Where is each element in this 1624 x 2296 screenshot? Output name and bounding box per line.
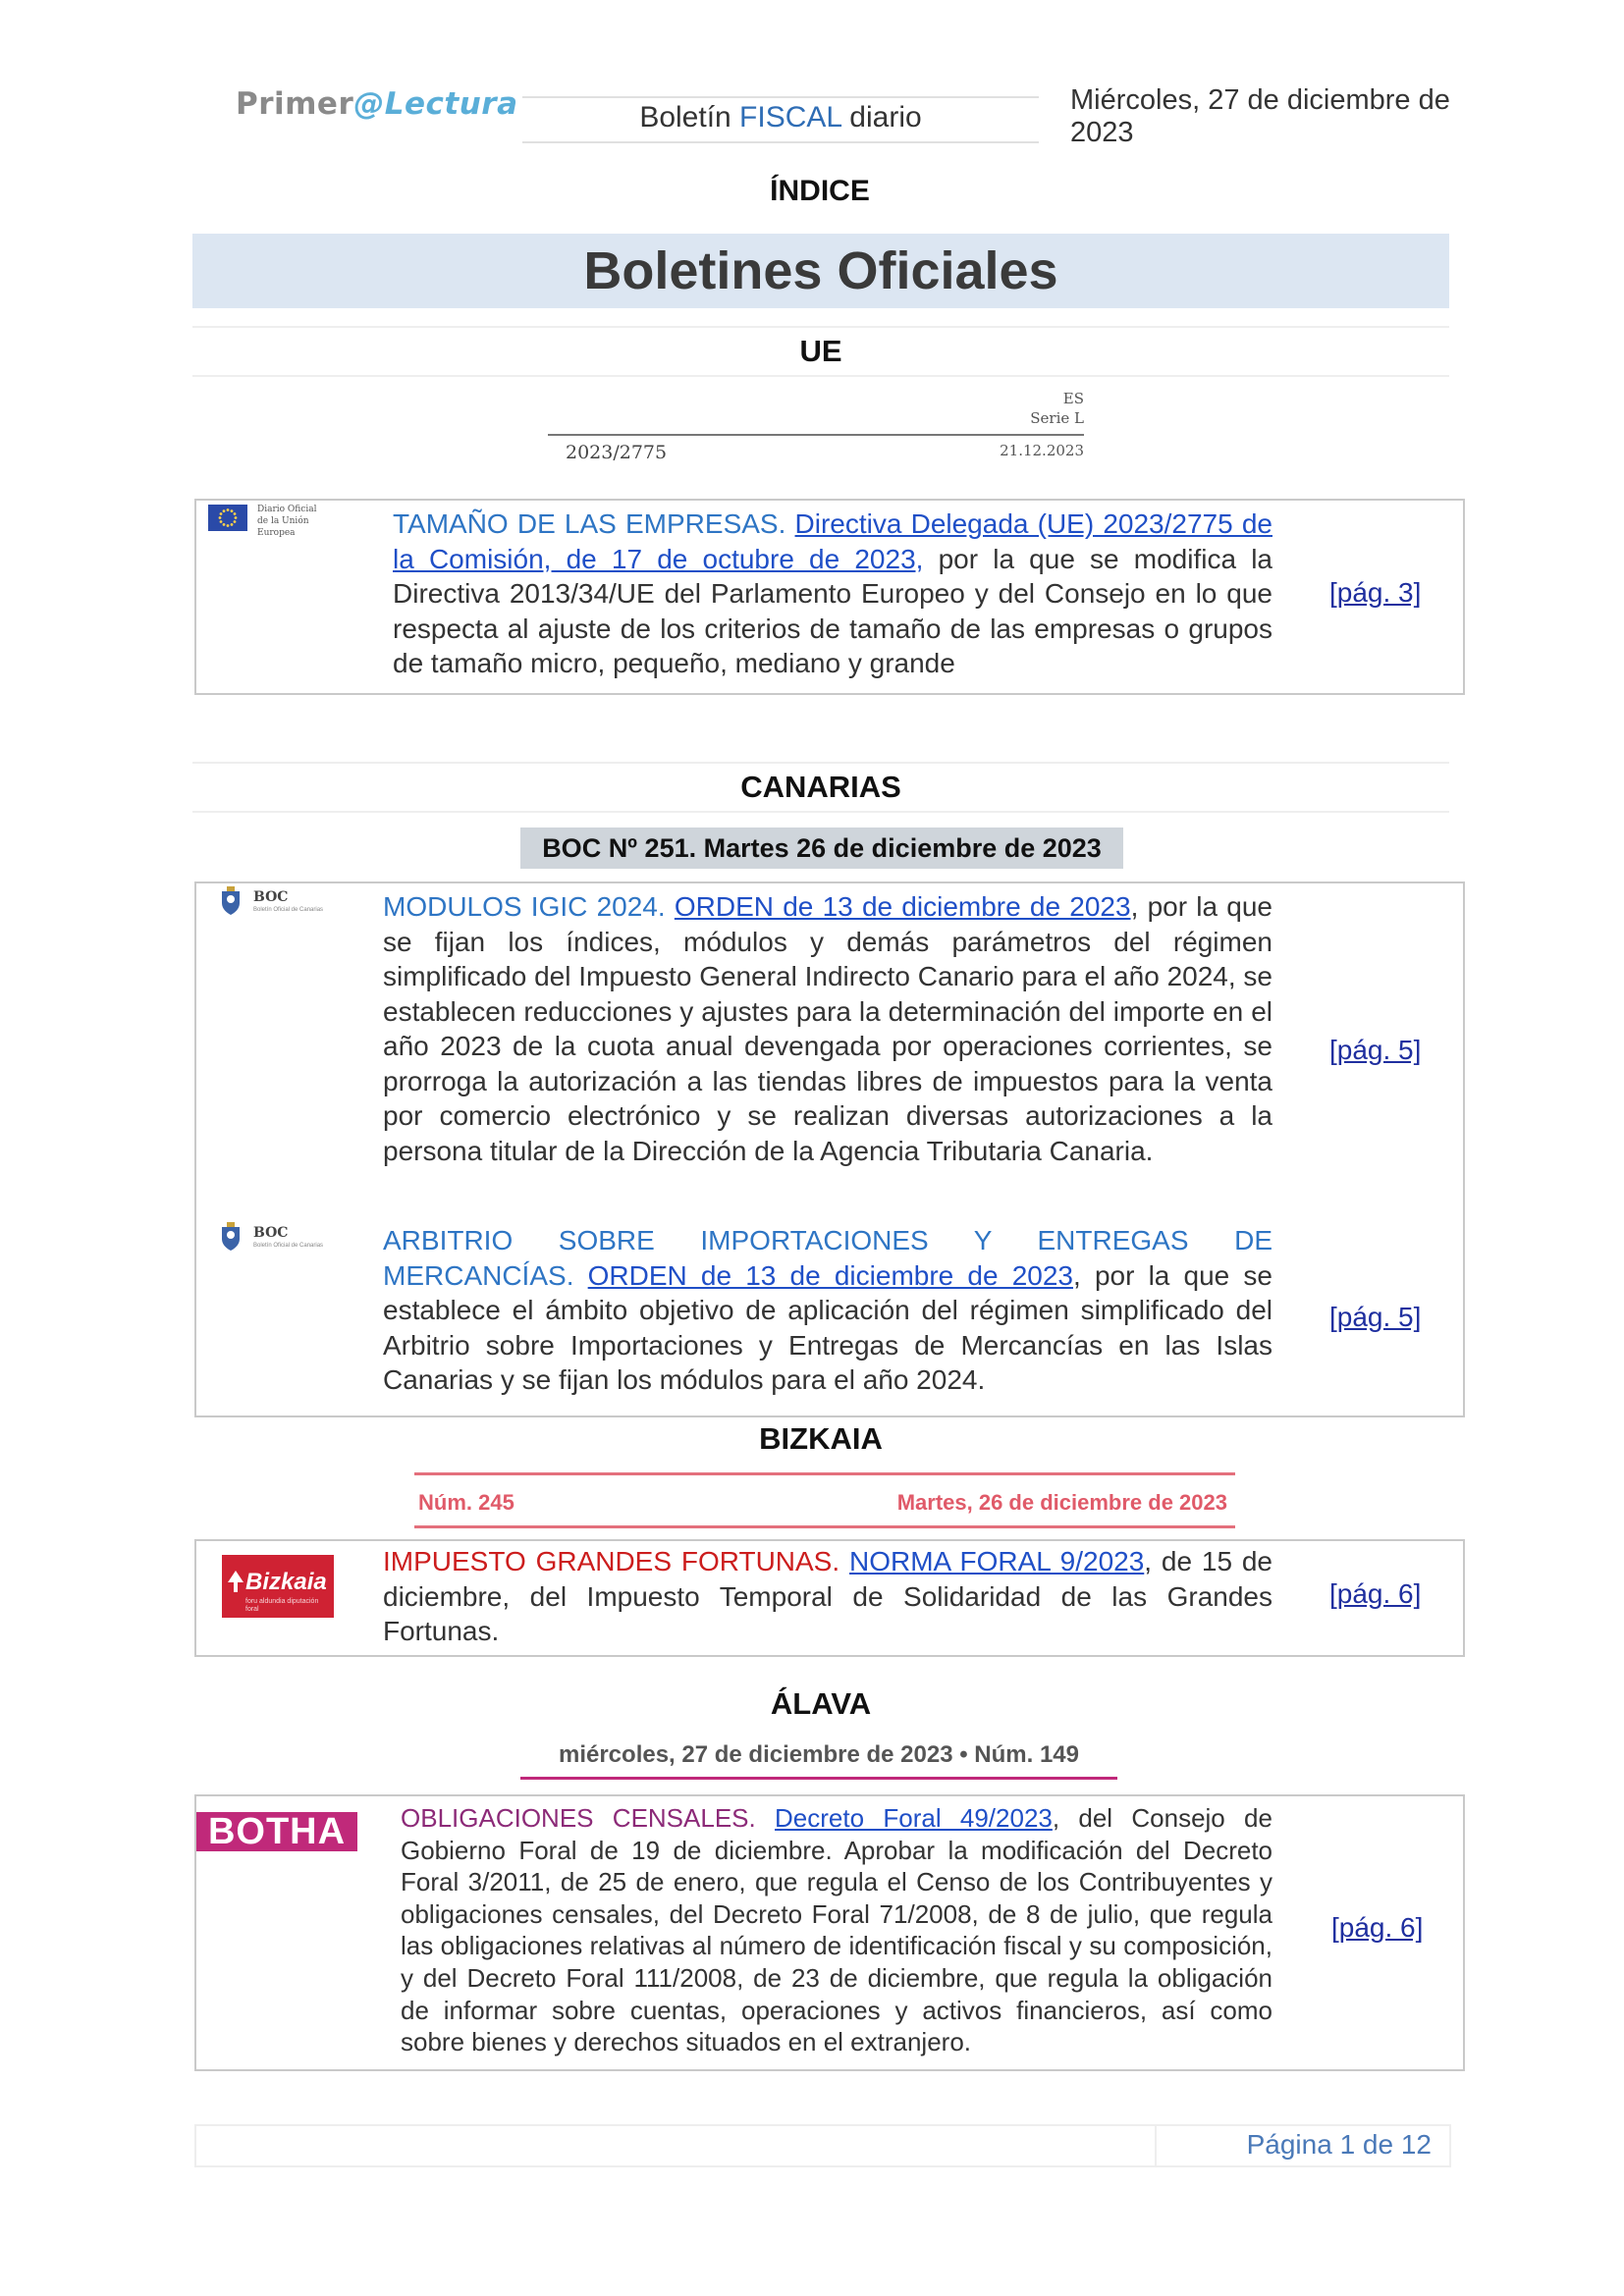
brand-logo xyxy=(236,86,518,122)
index-title: ÍNDICE xyxy=(770,175,870,207)
section-title-ue: UE xyxy=(192,326,1449,377)
boc-logo: BOC Boletín Oficial de Canarias xyxy=(214,1219,332,1258)
canarias-crest-icon xyxy=(216,885,245,917)
entry-topic: TAMAÑO DE LAS EMPRESAS. xyxy=(393,508,786,539)
page-ref-link[interactable]: [pág. 6] xyxy=(1329,1578,1422,1609)
canarias-crest-icon xyxy=(216,1221,245,1253)
bizkaia-entry-text: IMPUESTO GRANDES FORTUNAS. NORMA FORAL 9/2023, de 15 de diciembre, del Impuesto Temporal de Solidaridad de las Grandes Fortunas. xyxy=(383,1546,1272,1646)
page-ref-link[interactable]: [pág. 3] xyxy=(1329,577,1422,608)
alava-entry-text: OBLIGACIONES CENSALES. Decreto Foral 49/2023, del Consejo de Gobierno Foral de 19 de diciembre. Aprobar la modificación del Decreto Foral 3/2011, de 25 de enero, que regula el Censo de los Contribuyentes y obligaciones censales, del Decreto Foral 71/2008, de 8 de julio, que regula las obligaciones relativas al número de identificación fiscal y su composición, y del Decreto Foral 111/2008, de 23 de diciembre, que regula la obligación de informar sobre cuentas, operaciones y activos financieros, así como sobre bienes y derechos situados en el extranjero. xyxy=(401,1803,1272,2057)
bizkaia-tree-icon xyxy=(228,1571,244,1592)
eu-flag-icon xyxy=(208,505,247,531)
header-date: Miércoles, 27 de diciembre de 2023 xyxy=(1070,84,1450,148)
section-title-bizkaia: BIZKAIA xyxy=(759,1421,883,1456)
brand-main: Primer xyxy=(236,86,354,122)
page-ref-link[interactable]: [pág. 5] xyxy=(1329,1035,1422,1065)
bizkaia-masthead: Núm. 245 Martes, 26 de diciembre de 2023 xyxy=(414,1472,1235,1531)
entry-topic: IMPUESTO GRANDES FORTUNAS. xyxy=(383,1546,840,1576)
entry-link[interactable]: Decreto Foral 49/2023 xyxy=(775,1803,1053,1833)
entry-topic: OBLIGACIONES CENSALES. xyxy=(401,1803,756,1833)
footer-bar xyxy=(194,2124,1451,2167)
page-ref-link[interactable]: [pág. 6] xyxy=(1331,1912,1424,1943)
entry-link[interactable]: ORDEN de 13 de diciembre de 2023 xyxy=(674,891,1131,922)
entry-link[interactable]: Directiva Delegada (UE) 2023/2775 de la Comisión, de 17 de octubre de 2023, xyxy=(393,508,1272,574)
canarias-entry-1-text: MODULOS IGIC 2024. ORDEN de 13 de diciembre de 2023, por la que se fijan los índices, módulos y demás parámetros del régimen simplificado del Impuesto General Indirecto Canario para el año 2024, se establecen reducciones y ajustes para la determinación del importe en el año 2023 de la cuota anual devengada por operaciones corrientes, se prorroga la autorización a las tiendas libres de impuestos para la venta por comercio electrónico y se realizan diversas autorizaciones a la persona titular de la Dirección de la Agencia Tributaria Canaria. xyxy=(383,891,1272,1166)
botha-logo: BOTHA xyxy=(196,1812,357,1851)
bulletin-title: Boletín FISCAL diario xyxy=(522,96,1039,143)
page-number: Página 1 de 12 xyxy=(1246,2129,1432,2160)
boc-badge: BOC Nº 251. Martes 26 de diciembre de 2023 xyxy=(520,828,1123,869)
ue-masthead: ES Serie L 2023/2775 21.12.2023 xyxy=(548,389,1084,473)
entry-topic: ARBITRIO SOBRE IMPORTACIONES Y ENTREGAS DE MERCANCÍAS. xyxy=(383,1225,1272,1291)
bizkaia-logo: Bizkaia foru aldundia diputación foral xyxy=(222,1555,334,1618)
section-title-alava: ÁLAVA xyxy=(770,1686,872,1721)
entry-link[interactable]: ORDEN de 13 de diciembre de 2023 xyxy=(587,1259,1073,1291)
banner-title: Boletines Oficiales xyxy=(192,234,1449,308)
alava-masthead: miércoles, 27 de diciembre de 2023 • Núm. 149 xyxy=(520,1737,1117,1783)
eu-journal-logo: Diario Oficial de la Unión Europea xyxy=(208,503,336,534)
section-title-canarias: CANARIAS xyxy=(192,762,1449,813)
entry-link[interactable]: NORMA FORAL 9/2023 xyxy=(848,1546,1145,1576)
entry-topic: MODULOS IGIC 2024. xyxy=(383,891,666,922)
page-ref-link[interactable]: [pág. 5] xyxy=(1329,1302,1422,1332)
ue-entry-text: TAMAÑO DE LAS EMPRESAS. Directiva Delegada (UE) 2023/2775 de la Comisión, de 17 de octubre de 2023, por la que se modifica la Directiva 2013/34/UE del Parlamento Europeo y del Consejo en lo que respecta al ajuste de los criterios de tamaño de las empresas o grupos de tamaño micro, pequeño, mediano y grande xyxy=(393,508,1272,678)
brand-at: @Lectura xyxy=(353,86,518,122)
boc-logo: BOC Boletín Oficial de Canarias xyxy=(214,883,332,923)
canarias-entry-2-text: ARBITRIO SOBRE IMPORTACIONES Y ENTREGAS DE MERCANCÍAS. ORDEN de 13 de diciembre de 2023, por la que se establece el ámbito objetivo de aplicación del régimen simplificado del Arbitrio sobre Importaciones y Entregas de Mercancías en las Islas Canarias y se fijan los módulos para el año 2024. xyxy=(383,1225,1272,1395)
